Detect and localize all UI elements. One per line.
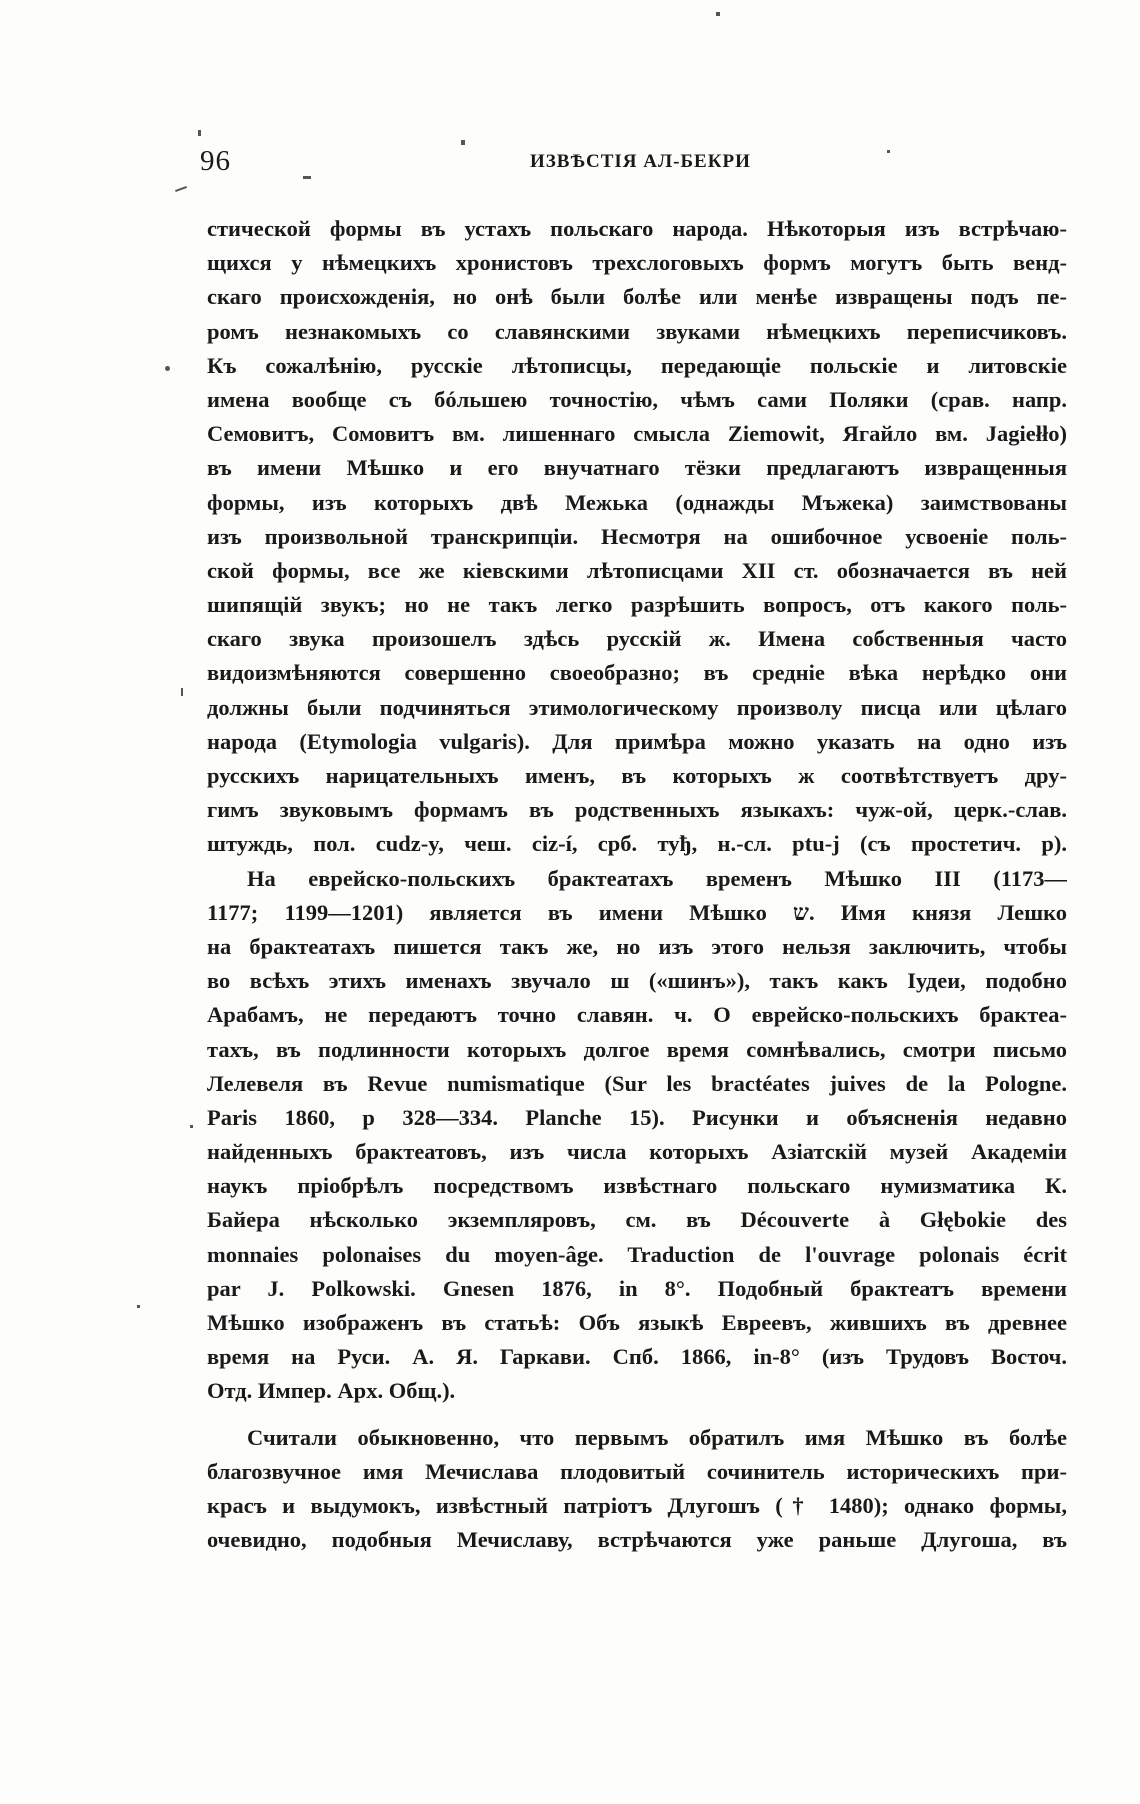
page-number: 96 [200,145,231,177]
text-line: формы, изъ которыхъ двѣ Межька (однажды Мъжека) заимствованы [207,489,1067,515]
text-line: изъ произвольной транскрипціи. Несмотря на ошибочное усвоеніе поль- [207,523,1067,549]
margin-speck [181,688,183,696]
text-line: ской формы, все же кіевскими лѣтописцами XII ст. обозначается въ ней [207,557,1067,583]
text-line: monnaies polonaises du moyen-âge. Traduction de l'ouvrage polonais écrit [207,1241,1067,1267]
text-line: Къ сожалѣнію, русскіе лѣтописцы, передающіе польскіе и литовскіе [207,352,1067,378]
text-line: имена вообще съ бóльшею точностію, чѣмъ сами Поляки (срав. напр. [207,386,1067,412]
text-line: шипящій звукъ; но не такъ легко разрѣшить вопросъ, отъ какого поль- [207,592,1067,618]
text-line: благозвучное имя Мечислава плодовитый сочинитель историческихъ при- [207,1458,1067,1484]
text-line: тахъ, въ подлинности которыхъ долгое время сомнѣвались, смотри письмо [207,1036,1067,1062]
text-line: par J. Polkowski. Gnesen 1876, in 8°. Подобный брактеатъ времени [207,1275,1067,1301]
running-title: ИЗВѢСТІЯ АЛ-БЕКРИ [530,151,751,172]
text-line: Мѣшко изображенъ въ статьѣ: Объ языкѣ Евреевъ, жившихъ въ древнее [207,1310,1067,1335]
margin-speck [175,186,187,192]
body-text [207,212,1067,1557]
paragraph-1 [207,212,1067,862]
text-line: видоизмѣняются совершенно своеобразно; въ средніе вѣка нерѣдко они [207,660,1067,686]
margin-speck [716,12,720,16]
text-line: На еврейско-польскихъ брактеатахъ временъ Мѣшко III (1173— [247,865,1067,891]
text-line: найденныхъ брактеатовъ, изъ числа которыхъ Азіатскій музей Академіи [207,1139,1067,1165]
text-line: штуждь, пол. cudz-y, чеш. ciz-í, срб. туђ, н.-сл. ptu-j (съ простетич. p). [207,831,1067,857]
text-line: на брактеатахъ пишется такъ же, но изъ этого нельзя заключить, чтобы [207,933,1067,959]
margin-speck [190,1125,193,1128]
text-line: Арабамъ, не передаютъ точно славян. ч. О еврейско-польскихъ брактеа- [207,1002,1067,1028]
text-line: Считали обыкновенно, что первымъ обратилъ имя Мѣшко въ болѣе [247,1424,1067,1450]
text-line: Байера нѣсколько экземпляровъ, см. въ Découverte à Głębokie des [207,1207,1067,1233]
running-head [200,145,1062,185]
text-line: должны были подчиняться этимологическому произволу писца или цѣлаго [207,694,1067,720]
text-line: Paris 1860, p 328—334. Planche 15). Рисунки и объясненія недавно [207,1104,1067,1130]
text-line: скаго происхожденія, но онѣ были болѣе или менѣе извращены подъ пе- [207,284,1067,310]
text-line: 1177; 1199—1201) является въ имени Мѣшко ש. Имя князя Лешко [207,899,1067,925]
text-line: время на Руси. А. Я. Гаркави. Спб. 1866, in-8° (изъ Трудовъ Восточ. [207,1344,1067,1370]
paragraph-2 [207,862,1067,1409]
text-line: очевидно, подобныя Мечиславу, встрѣчаются уже раньше Длугоша, въ [207,1527,1067,1553]
margin-speck [198,130,201,136]
text-line: щихся у нѣмецкихъ хронистовъ трехслоговыхъ формъ могутъ быть венд- [207,250,1067,276]
text-line: красъ и выдумокъ, извѣстный патріотъ Длугошъ († 1480); однако формы, [207,1492,1067,1518]
paragraph-3 [207,1421,1067,1558]
text-line: стической формы въ устахъ польскаго народа. Нѣкоторыя изъ встрѣчаю- [207,216,1067,241]
text-line: гимъ звуковымъ формамъ въ родственныхъ языкахъ: чуж-ой, церк.-слав. [207,797,1067,823]
text-line: во всѣхъ этихъ именахъ звучало ш («шинъ»), такъ какъ Іудеи, подобно [207,968,1067,994]
text-line: скаго звука произошелъ здѣсь русскій ж. Имена собственныя часто [207,626,1067,652]
margin-speck [137,1305,140,1308]
text-line: Семовитъ, Сомовитъ вм. лишеннаго смысла Ziemowit, Ягайло вм. Jagiełło) [207,421,1067,447]
text-line: русскихъ нарицательныхъ именъ, въ которыхъ ж соотвѣтствуетъ дру- [207,763,1067,788]
text-line: Лелевеля въ Revue numismatique (Sur les bractéates juives de la Pologne. [207,1070,1067,1096]
text-line: въ имени Мѣшко и его внучатнаго тёзки предлагаютъ извращенныя [207,455,1067,481]
text-line: Отд. Импер. Арх. Общ.). [207,1378,456,1404]
text-line: ромъ незнакомыхъ со славянскими звуками нѣмецкихъ переписчиковъ. [207,318,1067,344]
text-line: наукъ пріобрѣлъ посредствомъ извѣстнаго польскаго нумизматика К. [207,1173,1067,1199]
margin-speck [165,366,170,371]
text-line: народа (Etymologia vulgaris). Для примѣра можно указать на одно изъ [207,728,1067,754]
